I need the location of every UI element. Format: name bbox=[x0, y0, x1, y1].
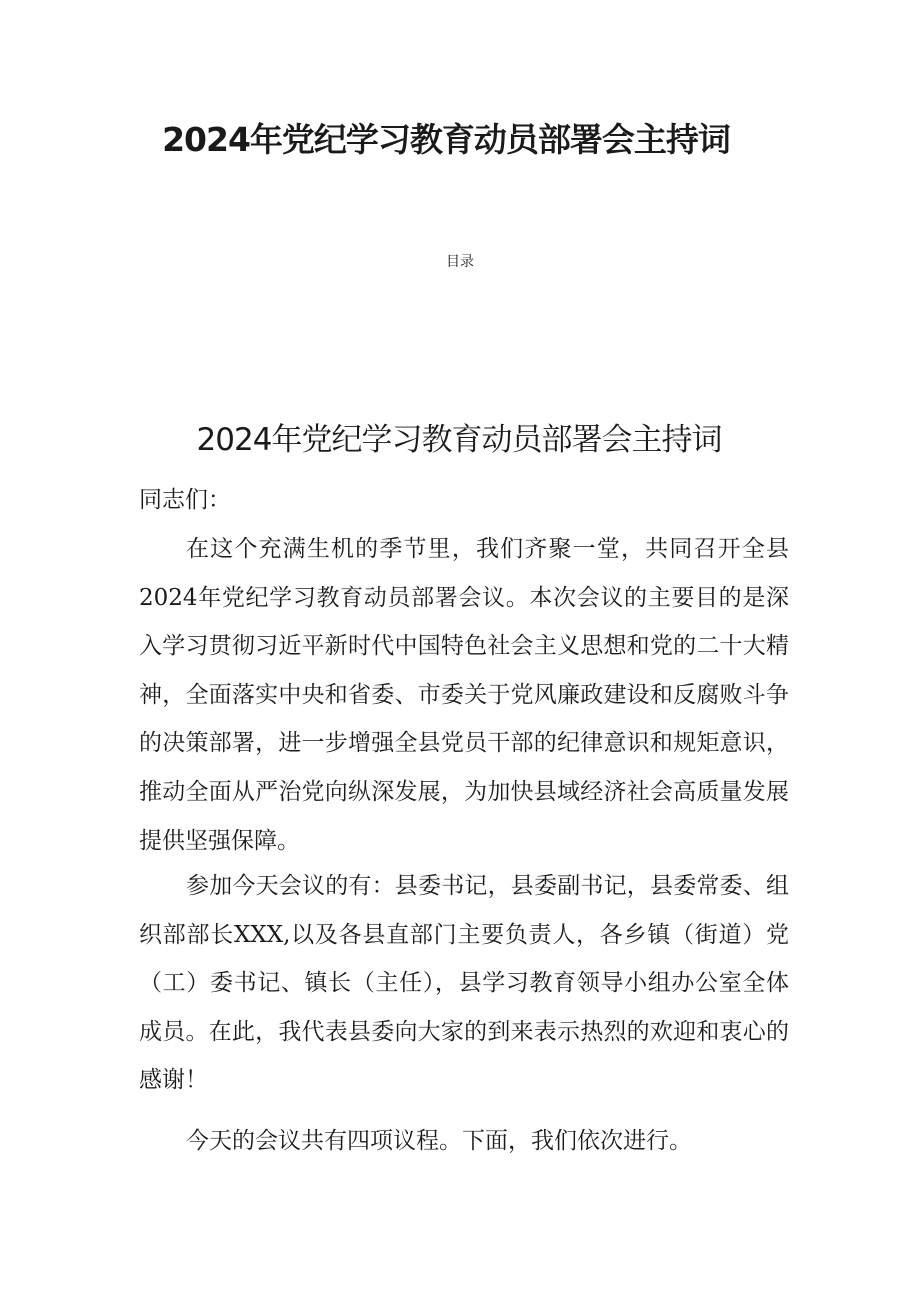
table-of-contents-label: 目录 bbox=[446, 254, 474, 270]
paragraph-opening: 在这个充满生机的季节里，我们齐聚一堂，共同召开全县2024年党纪学习教育动员部署会议。本次会议的主要目的是深入学习贯彻习近平新时代中国特色社会主义思想和党的二十大精神，全面落实中央和省委、市委关于党风廉政建设和反腐败斗争的决策部署，进一步增强全县党员干部的纪律意识和规矩意识，推动全面从严治党向纵深发展，为加快县域经济社会高质量发展提供坚强保障。 bbox=[139, 536, 789, 854]
document-title: 2024年党纪学习教育动员部署会主持词 bbox=[196, 422, 722, 458]
paragraph-attendees: 参加今天会议的有：县委书记，县委副书记，县委常委、组织部部长XXX,以及各县直部门主要负责人，各乡镇（街道）党（工）委书记、镇长（主任），县学习教育领导小组办公室全体成员。在此，我代表县委向大家的到来表示热烈的欢迎和衷心的感谢！ bbox=[139, 873, 789, 1094]
cover-title: 2024年党纪学习教育动员部署会主持词 bbox=[162, 120, 730, 159]
paragraph-agenda: 今天的会议共有四项议程。下面，我们依次进行。 bbox=[186, 1128, 692, 1154]
salutation: 同志们： bbox=[139, 487, 231, 513]
